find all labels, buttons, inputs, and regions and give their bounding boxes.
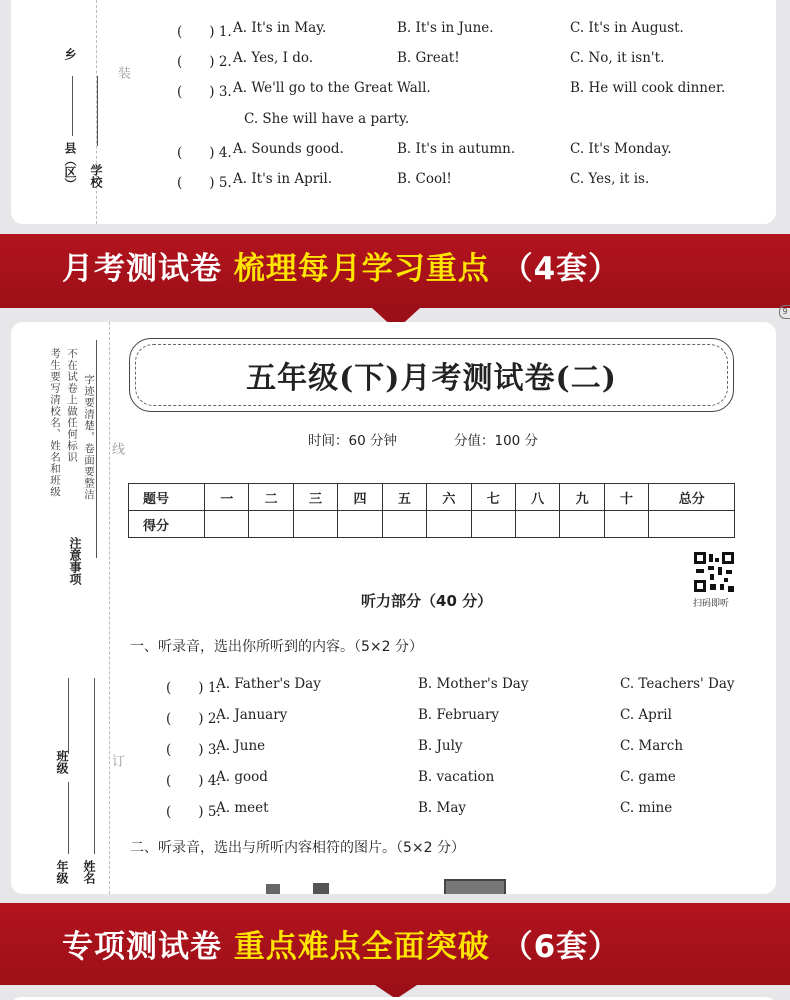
binding-char: 装 bbox=[115, 66, 130, 79]
score-row-label: 得分 bbox=[129, 511, 205, 538]
score-col: 六 bbox=[427, 484, 471, 511]
part2-heading: 二、听录音，选出与所听内容相符的图片。（5×2 分） bbox=[130, 840, 465, 856]
score-cell bbox=[205, 511, 249, 538]
score-table-header-row bbox=[129, 484, 735, 511]
promo-banner-special bbox=[0, 903, 790, 985]
score-cell bbox=[560, 511, 604, 538]
binding-line bbox=[109, 322, 110, 894]
exam-time: 时间：60 分钟 bbox=[308, 433, 397, 449]
exam-title-box bbox=[129, 338, 734, 412]
score-cell bbox=[382, 511, 426, 538]
exam-sheet-main: 考生要写清校名、姓名和班级 不在试卷上做任何标识 字迹要清楚，卷面要整洁 注意事项 线 订 班级 年级 姓名 五年级(下)月考测试卷(二) 时间：60 分钟 分值：100 分 题号 一 二 三 四 五 六 七 八 九 十 总分 得分 扫码即听 听力部分（40 分） 一、听录音，选出你所听到的内容。（5×2 分） ( ) 1. A. Father's Day B. Mother's Day C. Teachers' Day ( ) 2. A. January B. February C. April ( ) 3. A. June B. July C. March ( ) 4. A. good B. vacation C. game ( ) 5. A. meet B. May C. mine 二、听录音，选出与所听内容相符的图片。（5×2 分） bbox=[11, 322, 776, 894]
score-col: 十 bbox=[604, 484, 648, 511]
exam-sheet-top: 乡 县（区） 学校 装 ( ) 1. A. It's in May. B. It's in June. C. It's in August. ( ) 2. A. Yes, I do. B. Great! C. No, it isn't. ( ) 3. A. We'll go to the Great Wall. B. He will cook dinner. C. She will have a party. ( ) 4. A. Sounds good. B. It's in autumn. C. It's Monday. ( ) 5. A. It's in April. B. Cool! C. Yes, it is. bbox=[11, 0, 776, 224]
margin-fill-line bbox=[97, 76, 98, 146]
picture-fragment bbox=[313, 883, 329, 894]
score-cell bbox=[649, 511, 735, 538]
score-table bbox=[128, 483, 735, 538]
margin-school-label: 学校 bbox=[89, 164, 103, 188]
score-cell bbox=[515, 511, 559, 538]
picture-fragment bbox=[266, 884, 280, 894]
score-cell bbox=[338, 511, 382, 538]
margin-fill-line bbox=[72, 76, 73, 136]
score-col: 一 bbox=[205, 484, 249, 511]
score-col: 九 bbox=[560, 484, 604, 511]
exam-score: 分值：100 分 bbox=[454, 433, 539, 449]
score-cell bbox=[604, 511, 648, 538]
promo-banner-monthly bbox=[0, 234, 790, 308]
margin-town-label: 乡 bbox=[63, 48, 77, 60]
notes-divider bbox=[96, 340, 97, 558]
score-cell bbox=[471, 511, 515, 538]
margin-class-label: 班级 bbox=[55, 750, 69, 774]
score-col: 五 bbox=[382, 484, 426, 511]
score-cell bbox=[249, 511, 293, 538]
score-col: 七 bbox=[471, 484, 515, 511]
margin-name-label: 姓名 bbox=[82, 860, 96, 884]
score-cell bbox=[293, 511, 337, 538]
part1-heading: 一、听录音，选出你所听到的内容。（5×2 分） bbox=[130, 639, 423, 655]
picture-fragment bbox=[444, 879, 506, 894]
score-col: 三 bbox=[293, 484, 337, 511]
score-header-label: 题号 bbox=[129, 484, 205, 511]
margin-fill-line bbox=[94, 678, 95, 854]
note-line-3: 字迹要清楚，卷面要整洁 bbox=[83, 374, 95, 501]
line-char: 线 bbox=[109, 442, 124, 455]
banner-text: 月考测试卷 梳理每月学习重点 （4套） bbox=[62, 251, 621, 287]
score-col-total: 总分 bbox=[649, 484, 735, 511]
exam-title: 五年级(下)月考测试卷(二) bbox=[246, 361, 617, 396]
margin-grade-label: 年级 bbox=[55, 860, 69, 884]
margin-county-label: 县（区） bbox=[63, 142, 77, 190]
margin-fill-line bbox=[68, 678, 69, 754]
qr-code-icon[interactable] bbox=[694, 552, 734, 592]
score-col: 八 bbox=[515, 484, 559, 511]
notes-title: 注意事项 bbox=[68, 537, 82, 585]
banner-text: 专项测试卷 重点难点全面突破 （6套） bbox=[62, 929, 621, 965]
qr-caption: 扫码即听 bbox=[693, 599, 730, 609]
section-title: 听力部分（40 分） bbox=[361, 592, 493, 610]
note-line-1: 考生要写清校名、姓名和班级 bbox=[49, 348, 61, 498]
score-col: 二 bbox=[249, 484, 293, 511]
score-cell bbox=[427, 511, 471, 538]
score-table-score-row bbox=[129, 511, 735, 538]
margin-fill-line bbox=[68, 782, 69, 854]
note-line-2: 不在试卷上做任何标识 bbox=[66, 348, 78, 463]
page-number: 9 bbox=[779, 305, 790, 319]
bind-char: 订 bbox=[109, 754, 124, 767]
score-col: 四 bbox=[338, 484, 382, 511]
